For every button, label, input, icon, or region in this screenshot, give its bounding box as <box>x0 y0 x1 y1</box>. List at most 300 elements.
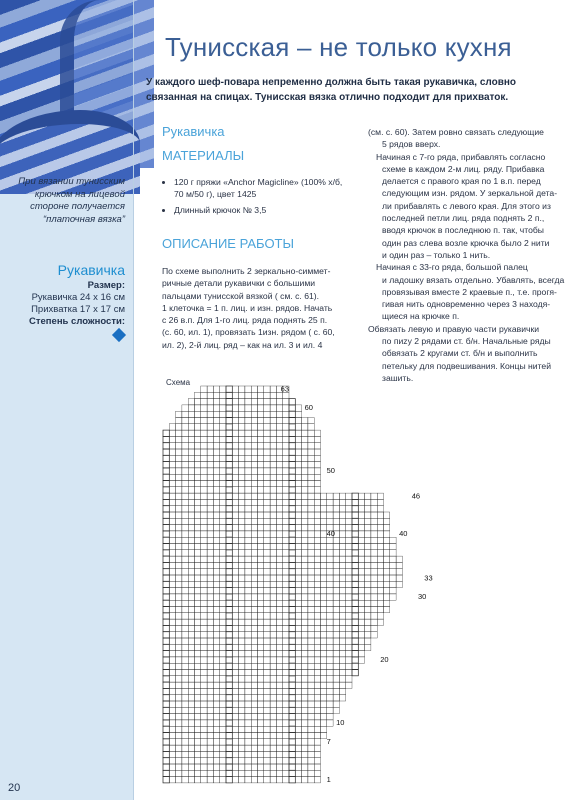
grid-cell <box>327 720 333 726</box>
grid-cell <box>264 594 270 600</box>
grid-cell <box>251 745 257 751</box>
grid-cell <box>384 550 390 556</box>
grid-cell <box>251 575 257 581</box>
grid-cell <box>358 506 364 512</box>
grid-cell <box>182 531 188 537</box>
grid-cell <box>195 481 201 487</box>
grid-cell <box>396 569 402 575</box>
grid-cell <box>314 531 320 537</box>
grid-cell <box>346 550 352 556</box>
grid-cell <box>308 493 314 499</box>
grid-cell <box>270 556 276 562</box>
grid-cell <box>232 569 238 575</box>
grid-cell <box>220 695 226 701</box>
grid-cell <box>264 638 270 644</box>
grid-cell <box>270 569 276 575</box>
grid-cell <box>163 701 169 707</box>
grid-cell <box>283 777 289 783</box>
grid-cell <box>358 531 364 537</box>
grid-cell <box>220 481 226 487</box>
grid-cell <box>232 644 238 650</box>
grid-cell <box>207 594 213 600</box>
grid-cell <box>365 569 371 575</box>
grid-cell <box>239 613 245 619</box>
grid-cell <box>270 455 276 461</box>
grid-cell <box>220 443 226 449</box>
grid-cell <box>327 707 333 713</box>
grid-cell <box>188 581 194 587</box>
grid-cell <box>207 777 213 783</box>
grid-cell <box>339 556 345 562</box>
grid-cell <box>239 487 245 493</box>
grid-cell <box>308 695 314 701</box>
grid-cell <box>182 430 188 436</box>
grid-cell <box>220 399 226 405</box>
grid-cell <box>245 682 251 688</box>
grid-cell <box>169 764 175 770</box>
grid-cell <box>207 399 213 405</box>
grid-cell <box>384 569 390 575</box>
grid-cell <box>333 575 339 581</box>
grid-cell <box>352 525 358 531</box>
grid-cell <box>232 638 238 644</box>
grid-cell <box>371 569 377 575</box>
grid-cell <box>251 619 257 625</box>
grid-cell <box>321 657 327 663</box>
grid-cell <box>339 600 345 606</box>
grid-cell <box>302 607 308 613</box>
grid-cell <box>245 544 251 550</box>
grid-cell <box>239 499 245 505</box>
grid-cell <box>295 556 301 562</box>
grid-cell <box>295 676 301 682</box>
grid-cell <box>239 481 245 487</box>
grid-cell <box>220 556 226 562</box>
grid-cell <box>270 562 276 568</box>
grid-cell <box>289 670 295 676</box>
grid-cell <box>308 436 314 442</box>
grid-cell <box>163 537 169 543</box>
grid-cell <box>226 418 232 424</box>
grid-cell <box>321 682 327 688</box>
grid-cell <box>308 455 314 461</box>
mitten-subtitle: Рукавичка <box>162 124 225 139</box>
grid-cell <box>339 670 345 676</box>
grid-cell <box>251 688 257 694</box>
grid-cell <box>163 676 169 682</box>
grid-cell <box>264 474 270 480</box>
grid-cell <box>365 632 371 638</box>
grid-cell <box>169 487 175 493</box>
grid-cell <box>182 499 188 505</box>
grid-cell <box>390 562 396 568</box>
grid-cell <box>314 638 320 644</box>
row-number-label: 7 <box>326 737 331 747</box>
grid-cell <box>352 581 358 587</box>
grid-cell <box>163 720 169 726</box>
grid-cell <box>295 487 301 493</box>
grid-cell <box>182 436 188 442</box>
grid-cell <box>176 663 182 669</box>
grid-cell <box>195 777 201 783</box>
grid-cell <box>270 764 276 770</box>
grid-cell <box>201 531 207 537</box>
grid-cell <box>327 682 333 688</box>
grid-cell <box>251 474 257 480</box>
grid-cell <box>270 405 276 411</box>
text-line: обвязать 2 кругами ст. б/н и выполнить <box>382 348 538 359</box>
grid-cell <box>176 468 182 474</box>
grid-cell <box>346 638 352 644</box>
grid-cell <box>163 430 169 436</box>
grid-cell <box>258 462 264 468</box>
grid-cell <box>352 556 358 562</box>
grid-cell <box>264 714 270 720</box>
grid-cell <box>352 632 358 638</box>
grid-cell <box>352 625 358 631</box>
grid-cell <box>220 644 226 650</box>
grid-cell <box>302 764 308 770</box>
grid-cell <box>371 607 377 613</box>
grid-cell <box>195 436 201 442</box>
grid-cell <box>321 493 327 499</box>
grid-cell <box>251 506 257 512</box>
grid-cell <box>302 613 308 619</box>
grid-cell <box>302 506 308 512</box>
grid-cell <box>188 701 194 707</box>
grid-cell <box>245 632 251 638</box>
grid-cell <box>207 512 213 518</box>
grid-cell <box>302 462 308 468</box>
grid-cell <box>201 638 207 644</box>
grid-cell <box>195 682 201 688</box>
grid-cell <box>283 493 289 499</box>
grid-cell <box>226 751 232 757</box>
grid-cell <box>270 424 276 430</box>
grid-cell <box>314 518 320 524</box>
grid-cell <box>182 632 188 638</box>
grid-cell <box>321 638 327 644</box>
grid-cell <box>182 525 188 531</box>
grid-cell <box>276 569 282 575</box>
grid-cell <box>226 468 232 474</box>
grid-cell <box>302 512 308 518</box>
grid-cell <box>213 751 219 757</box>
grid-cell <box>176 770 182 776</box>
grid-cell <box>232 607 238 613</box>
grid-cell <box>251 600 257 606</box>
grid-cell <box>289 720 295 726</box>
grid-cell <box>226 625 232 631</box>
grid-cell <box>377 556 383 562</box>
grid-cell <box>365 499 371 505</box>
grid-cell <box>308 607 314 613</box>
text-line: и один раз – только 1 нить. <box>382 249 491 260</box>
grid-cell <box>169 632 175 638</box>
grid-cell <box>302 531 308 537</box>
grid-cell <box>308 575 314 581</box>
grid-cell <box>188 707 194 713</box>
grid-cell <box>321 714 327 720</box>
grid-cell <box>270 758 276 764</box>
grid-cell <box>264 556 270 562</box>
grid-cell <box>283 632 289 638</box>
grid-cell <box>377 581 383 587</box>
grid-cell <box>302 745 308 751</box>
grid-cell <box>314 569 320 575</box>
grid-cell <box>163 751 169 757</box>
grid-cell <box>239 625 245 631</box>
grid-cell <box>314 499 320 505</box>
grid-cell <box>239 695 245 701</box>
grid-cell <box>182 550 188 556</box>
grid-cell <box>239 569 245 575</box>
grid-cell <box>339 638 345 644</box>
grid-cell <box>321 569 327 575</box>
grid-cell <box>232 418 238 424</box>
row-number-label: 33 <box>424 573 433 583</box>
grid-cell <box>232 632 238 638</box>
grid-cell <box>176 607 182 613</box>
grid-cell <box>245 625 251 631</box>
grid-cell <box>251 657 257 663</box>
grid-cell <box>201 518 207 524</box>
grid-cell <box>346 632 352 638</box>
grid-cell <box>207 688 213 694</box>
grid-cell <box>213 701 219 707</box>
grid-cell <box>314 493 320 499</box>
grid-cell <box>333 499 339 505</box>
grid-cell <box>182 707 188 713</box>
grid-cell <box>283 449 289 455</box>
grid-cell <box>358 644 364 650</box>
grid-cell <box>176 588 182 594</box>
grid-cell <box>390 550 396 556</box>
grid-cell <box>258 720 264 726</box>
grid-cell <box>220 449 226 455</box>
grid-cell <box>239 525 245 531</box>
grid-cell <box>176 701 182 707</box>
grid-cell <box>384 594 390 600</box>
grid-cell <box>239 506 245 512</box>
grid-cell <box>264 688 270 694</box>
grid-cell <box>384 575 390 581</box>
grid-cell <box>333 588 339 594</box>
grid-cell <box>289 676 295 682</box>
grid-cell <box>295 770 301 776</box>
grid-cell <box>207 670 213 676</box>
grid-cell <box>251 556 257 562</box>
grid-cell <box>258 481 264 487</box>
grid-cell <box>226 745 232 751</box>
grid-cell <box>314 770 320 776</box>
grid-cell <box>295 430 301 436</box>
grid-cell <box>239 399 245 405</box>
grid-cell <box>295 638 301 644</box>
grid-cell <box>239 544 245 550</box>
grid-cell <box>321 594 327 600</box>
grid-cell <box>264 758 270 764</box>
grid-cell <box>339 506 345 512</box>
grid-cell <box>358 525 364 531</box>
grid-cell <box>207 405 213 411</box>
grid-cell <box>289 588 295 594</box>
grid-cell <box>220 707 226 713</box>
grid-cell <box>201 430 207 436</box>
grid-cell <box>358 600 364 606</box>
grid-cell <box>264 733 270 739</box>
grid-cell <box>226 638 232 644</box>
grid-cell <box>239 777 245 783</box>
grid-cell <box>384 518 390 524</box>
grid-cell <box>358 499 364 505</box>
grid-cell <box>213 525 219 531</box>
grid-cell <box>377 512 383 518</box>
photo-caption <box>5 176 125 226</box>
grid-cell <box>239 493 245 499</box>
grid-cell <box>258 676 264 682</box>
grid-cell <box>188 657 194 663</box>
grid-cell <box>346 682 352 688</box>
grid-cell <box>352 651 358 657</box>
grid-cell <box>207 695 213 701</box>
grid-cell <box>207 468 213 474</box>
grid-cell <box>232 670 238 676</box>
grid-cell <box>251 733 257 739</box>
grid-cell <box>333 512 339 518</box>
grid-cell <box>245 619 251 625</box>
grid-cell <box>314 613 320 619</box>
grid-cell <box>220 651 226 657</box>
grid-cell <box>327 594 333 600</box>
grid-cell <box>346 670 352 676</box>
grid-cell <box>258 745 264 751</box>
grid-cell <box>239 751 245 757</box>
grid-cell <box>302 726 308 732</box>
grid-cell <box>245 436 251 442</box>
grid-cell <box>276 607 282 613</box>
grid-cell <box>201 405 207 411</box>
grid-cell <box>182 468 188 474</box>
grid-cell <box>182 443 188 449</box>
grid-cell <box>195 726 201 732</box>
grid-cell <box>220 638 226 644</box>
grid-cell <box>220 663 226 669</box>
grid-cell <box>207 499 213 505</box>
grid-cell <box>213 544 219 550</box>
grid-cell <box>195 764 201 770</box>
grid-cell <box>289 424 295 430</box>
grid-cell <box>169 619 175 625</box>
grid-cell <box>302 720 308 726</box>
grid-cell <box>308 720 314 726</box>
grid-cell <box>226 531 232 537</box>
grid-cell <box>258 758 264 764</box>
grid-cell <box>213 638 219 644</box>
grid-cell <box>195 695 201 701</box>
grid-cell <box>365 594 371 600</box>
grid-cell <box>295 632 301 638</box>
grid-cell <box>169 714 175 720</box>
grid-cell <box>245 392 251 398</box>
grid-cell <box>295 537 301 543</box>
grid-cell <box>371 632 377 638</box>
grid-cell <box>321 512 327 518</box>
grid-cell <box>264 777 270 783</box>
grid-cell <box>251 770 257 776</box>
page-title: Тунисская – не только кухня <box>165 32 512 62</box>
grid-cell <box>163 625 169 631</box>
grid-cell <box>308 594 314 600</box>
grid-cell <box>232 525 238 531</box>
grid-cell <box>232 411 238 417</box>
grid-cell <box>182 594 188 600</box>
grid-cell <box>195 657 201 663</box>
grid-cell <box>308 758 314 764</box>
grid-cell <box>302 714 308 720</box>
grid-cell <box>207 556 213 562</box>
grid-cell <box>308 531 314 537</box>
grid-cell <box>195 487 201 493</box>
grid-cell <box>371 600 377 606</box>
grid-cell <box>276 701 282 707</box>
grid-cell <box>258 726 264 732</box>
grid-cell <box>220 588 226 594</box>
grid-cell <box>188 443 194 449</box>
grid-cell <box>327 670 333 676</box>
grid-cell <box>201 707 207 713</box>
grid-cell <box>289 493 295 499</box>
grid-cell <box>270 625 276 631</box>
grid-cell <box>251 418 257 424</box>
grid-cell <box>163 468 169 474</box>
grid-cell <box>239 651 245 657</box>
grid-cell <box>239 594 245 600</box>
grid-cell <box>176 550 182 556</box>
mitten-grid-svg <box>155 380 433 785</box>
grid-cell <box>327 588 333 594</box>
grid-cell <box>207 436 213 442</box>
grid-cell <box>339 663 345 669</box>
text-line: Обвязать левую и правую части рукавички <box>368 323 540 334</box>
grid-cell <box>352 613 358 619</box>
grid-cell <box>213 770 219 776</box>
grid-cell <box>182 575 188 581</box>
grid-cell <box>182 733 188 739</box>
grid-cell <box>201 588 207 594</box>
grid-cell <box>321 550 327 556</box>
grid-cell <box>396 556 402 562</box>
grid-cell <box>207 562 213 568</box>
grid-cell <box>327 600 333 606</box>
grid-cell <box>258 512 264 518</box>
grid-cell <box>207 707 213 713</box>
grid-cell <box>308 688 314 694</box>
grid-cell <box>245 493 251 499</box>
grid-cell <box>213 537 219 543</box>
grid-cell <box>258 418 264 424</box>
grid-cell <box>169 733 175 739</box>
grid-cell <box>195 600 201 606</box>
grid-cell <box>314 525 320 531</box>
grid-cell <box>333 562 339 568</box>
grid-cell <box>226 392 232 398</box>
grid-cell <box>333 644 339 650</box>
grid-cell <box>276 550 282 556</box>
grid-cell <box>295 777 301 783</box>
grid-cell <box>207 525 213 531</box>
grid-cell <box>176 777 182 783</box>
